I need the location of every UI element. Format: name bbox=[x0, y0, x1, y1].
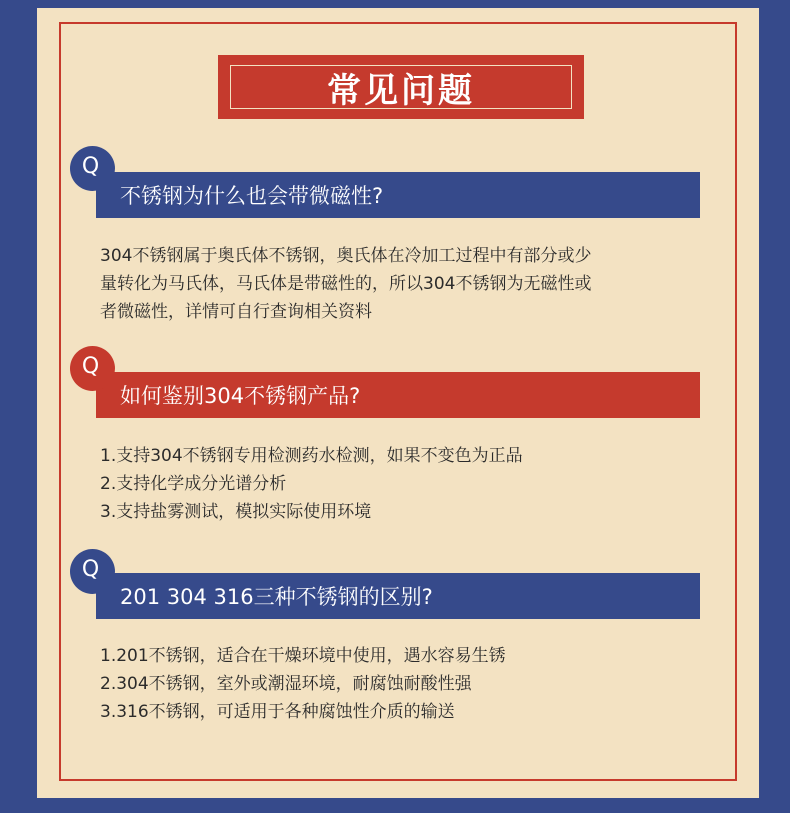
faq-answer-3 bbox=[100, 642, 700, 726]
faq-question-bar-2 bbox=[96, 372, 700, 418]
faq-question-text: 不锈钢为什么也会带微磁性? bbox=[120, 184, 384, 208]
q-badge-label: Q bbox=[81, 154, 100, 179]
answer-line: 量转化为马氏体，马氏体是带磁性的，所以304不锈钢为无磁性或 bbox=[100, 274, 592, 294]
faq-question-bar-3 bbox=[96, 573, 700, 619]
faq-question-text: 201 304 316三种不锈钢的区别? bbox=[120, 585, 433, 609]
faq-answer-2 bbox=[100, 442, 700, 526]
answer-line: 2.支持化学成分光谱分析 bbox=[100, 474, 287, 494]
title-banner bbox=[218, 55, 584, 119]
answer-line: 2.304不锈钢，室外或潮湿环境，耐腐蚀耐酸性强 bbox=[100, 674, 472, 694]
answer-line: 者微磁性，详情可自行查询相关资料 bbox=[100, 302, 372, 322]
q-badge-label: Q bbox=[81, 354, 100, 379]
faq-answer-1 bbox=[100, 242, 700, 326]
faq-question-bar-1 bbox=[96, 172, 700, 218]
q-badge-label: Q bbox=[81, 557, 100, 582]
page-title: 常见问题 bbox=[230, 65, 572, 109]
q-badge-icon bbox=[70, 346, 115, 391]
faq-question-text: 如何鉴别304不锈钢产品? bbox=[120, 384, 361, 408]
answer-line: 3.支持盐雾测试，模拟实际使用环境 bbox=[100, 502, 372, 522]
q-badge-icon bbox=[70, 549, 115, 594]
answer-line: 1.支持304不锈钢专用检测药水检测，如果不变色为正品 bbox=[100, 446, 523, 466]
answer-line: 304不锈钢属于奥氏体不锈钢，奥氏体在冷加工过程中有部分或少 bbox=[100, 246, 592, 266]
q-badge-icon bbox=[70, 146, 115, 191]
answer-line: 3.316不锈钢，可适用于各种腐蚀性介质的输送 bbox=[100, 702, 455, 722]
answer-line: 1.201不锈钢，适合在干燥环境中使用，遇水容易生锈 bbox=[100, 646, 506, 666]
